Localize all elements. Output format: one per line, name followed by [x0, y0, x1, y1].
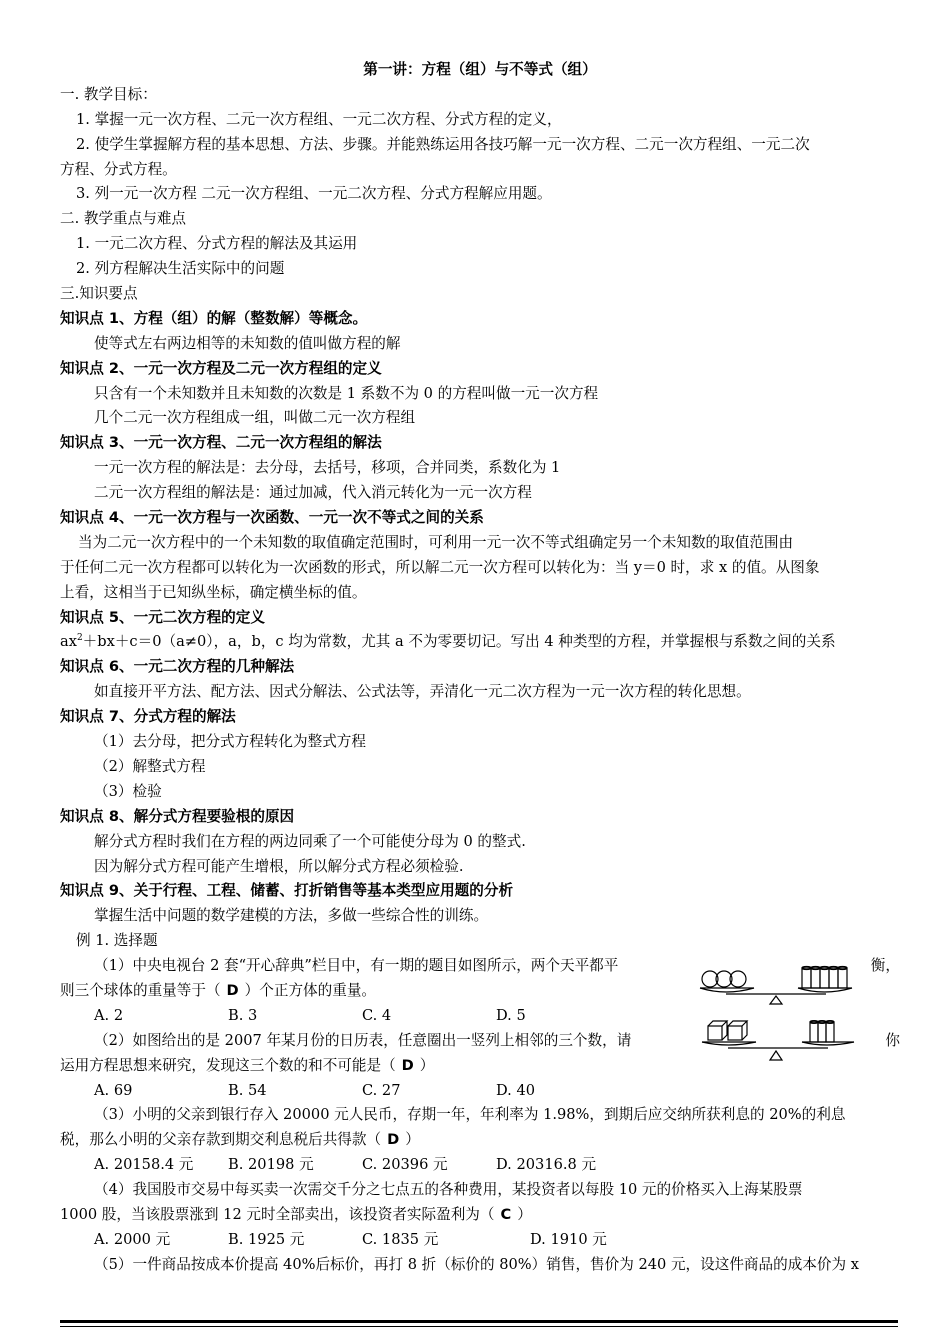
q4-options [60, 1228, 900, 1253]
footer-rule-thick [60, 1320, 898, 1323]
kp4-heading: 知识点 4、一元一次方程与一次函数、一元一次不等式之间的关系 [60, 509, 484, 527]
focus-item-2: 2. 列方程解决生活实际中的问题 [76, 260, 285, 278]
q4-option-c: C. 1835 元 [362, 1230, 439, 1248]
kp5-eq-a: ax [60, 633, 77, 651]
q1-option-d: D. 5 [496, 1006, 526, 1024]
q2-stem-b2: ） [419, 1056, 435, 1074]
goal-item-2: 2. 使学生掌握解方程的基本思想、方法、步骤。并能熟练运用各技巧解一元一次方程、二元一次方程组、一元二次 [76, 135, 810, 153]
q2-stem-b1: 运用方程思想来研究，发现这三个数的和不可能是（ [60, 1056, 396, 1074]
q3-stem-line-1: （3）小明的父亲到银行存入 20000 元人民币，存期一年，年利率为 1.98%，到期后应交纳所获利息的 20%的利息 [94, 1106, 846, 1124]
kp7-step-3: （3）检验 [94, 782, 162, 800]
section-heading-knowledge: 三.知识要点 [60, 285, 138, 303]
kp5-heading: 知识点 5、一元二次方程的定义 [60, 608, 265, 626]
page-title: 第一讲：方程（组）与不等式（组） [363, 61, 597, 78]
goal-item-2-cont: 方程、分式方程。 [60, 160, 177, 178]
kp7-step-1: （1）去分母，把分式方程转化为整式方程 [94, 733, 366, 751]
example-heading: 例 1. 选择题 [76, 932, 158, 950]
q3-answer: D [387, 1131, 400, 1149]
q1-option-c: C. 4 [362, 1006, 392, 1024]
q2-option-c: C. 27 [362, 1081, 401, 1099]
q3-option-b: B. 20198 元 [228, 1156, 314, 1174]
kp7-step-2: （2）解整式方程 [94, 757, 206, 775]
kp8-line-2: 因为解分式方程可能产生增根，所以解分式方程必须检验. [94, 857, 464, 875]
kp5-eq-b: ＋bx＋c＝0（a≠0），a，b，c 均为常数，尤其 a 不为零要切记。写出 4 种类型的方程，并掌握根与系数之间的关系 [82, 633, 836, 651]
kp4-line-3: 上看，这相当于已知纵坐标，确定横坐标的值。 [60, 583, 367, 601]
q4-option-b: B. 1925 元 [228, 1230, 305, 1248]
q3-option-d: D. 20316.8 元 [496, 1156, 597, 1174]
q4-stem-line-1: （4）我国股市交易中每买卖一次需交千分之七点五的各种费用，某投资者以每股 10 元的价格买入上海某股票 [94, 1181, 803, 1199]
kp3-heading: 知识点 3、一元一次方程、二元一次方程组的解法 [60, 434, 382, 452]
kp6-text: 如直接开平方法、配方法、因式分解法、公式法等，弄清化一元二次方程为一元一次方程的转化思想。 [94, 683, 751, 701]
q3-options [60, 1153, 900, 1178]
kp3-line-1: 一元一次方程的解法是：去分母，去括号，移项，合并同类，系数化为 1 [94, 459, 561, 477]
q4-stem-b2: ） [517, 1205, 532, 1223]
q1-stem-b2: ）个正方体的重量。 [244, 981, 377, 999]
section-heading-goals: 一. 教学目标： [60, 85, 157, 103]
kp9-text: 掌握生活中问题的数学建模的方法，多做一些综合性的训练。 [94, 907, 489, 925]
q2-options [60, 1079, 900, 1104]
kp4-line-2: 于任何二元一次方程都可以转化为一次函数的形式，所以解二元一次方程可以转化为：当 y＝0 时，求 x 的值。从图象 [60, 558, 820, 576]
q4-option-d: D. 1910 元 [530, 1230, 607, 1248]
q1-stem-tail: 衡， [870, 957, 900, 975]
kp3-line-2: 二元一次方程组的解法是：通过加减，代入消元转化为一元一次方程 [94, 484, 532, 502]
balance-scale-figure-1 [698, 960, 876, 1012]
q4-option-a: A. 2000 元 [94, 1230, 171, 1248]
q2-stem-tail: 你 [885, 1031, 900, 1049]
q1-option-b: B. 3 [228, 1006, 258, 1024]
q1-stem-b1: 则三个球体的重量等于（ [60, 981, 221, 999]
footer-rule-thin [60, 1326, 898, 1327]
q2-answer: D [401, 1056, 414, 1074]
kp1-heading: 知识点 1、方程（组）的解（整数解）等概念。 [60, 309, 368, 327]
q1-stem-a: （1）中央电视台 2 套“开心辞典”栏目中，有一期的题目如图所示，两个天平都平 [94, 957, 619, 975]
q3-option-c: C. 20396 元 [362, 1156, 448, 1174]
kp8-heading: 知识点 8、解分式方程要验根的原因 [60, 807, 295, 825]
q2-option-a: A. 69 [94, 1081, 133, 1099]
goal-item-3: 3. 列一元一次方程 二元一次方程组、一元二次方程、分式方程解应用题。 [76, 185, 552, 203]
focus-item-1: 1. 一元二次方程、分式方程的解法及其运用 [76, 235, 358, 253]
kp7-heading: 知识点 7、分式方程的解法 [60, 708, 236, 726]
q4-stem-line-2 [60, 1203, 900, 1228]
q2-option-b: B. 54 [228, 1081, 267, 1099]
q4-stem-b1: 1000 股，当该股票涨到 12 元时全部卖出，该投资者实际盈利为（ [60, 1205, 495, 1223]
kp9-heading: 知识点 9、关于行程、工程、储蓄、打折销售等基本类型应用题的分析 [60, 882, 514, 900]
q1-option-a: A. 2 [94, 1006, 124, 1024]
kp2-line-2: 几个二元一次方程组成一组，叫做二元一次方程组 [94, 409, 416, 427]
kp5-equation [60, 630, 900, 655]
kp2-line-1: 只含有一个未知数并且未知数的次数是 1 系数不为 0 的方程叫做一元一次方程 [94, 384, 599, 402]
kp2-heading: 知识点 2、一元一次方程及二元一次方程组的定义 [60, 359, 382, 377]
q2-stem-a: （2）如图给出的是 2007 年某月份的日历表，任意圈出一竖列上相邻的三个数，请 [94, 1031, 632, 1049]
balance-scale-figure-2 [698, 1018, 876, 1066]
q5-stem-line-1: （5）一件商品按成本价提高 40%后标价，再打 8 折（标价的 80%）销售，售价为 240 元，设这件商品的成本价为 x [94, 1255, 859, 1273]
q3-stem-line-2 [60, 1128, 900, 1153]
q3-stem-b2: ） [405, 1131, 420, 1149]
q3-stem-b1: 税，那么小明的父亲存款到期交利息税后共得款（ [60, 1131, 382, 1149]
q4-answer: C [500, 1205, 512, 1223]
kp4-line-1: 当为二元一次方程中的一个未知数的取值确定范围时，可利用一元一次不等式组确定另一个未知数的取值范围由 [78, 533, 794, 551]
kp5-eq-sup: 2 [76, 633, 83, 644]
document-page [60, 58, 900, 1278]
goal-item-1: 1. 掌握一元一次方程、二元一次方程组、一元二次方程、分式方程的定义， [76, 110, 562, 128]
q1-answer: D [226, 981, 239, 999]
kp8-line-1: 解分式方程时我们在方程的两边同乘了一个可能使分母为 0 的整式. [94, 832, 526, 850]
kp1-text: 使等式左右两边相等的未知数的值叫做方程的解 [94, 334, 401, 352]
section-heading-focus: 二. 教学重点与难点 [60, 210, 187, 228]
kp6-heading: 知识点 6、一元二次方程的几种解法 [60, 658, 295, 676]
q3-option-a: A. 20158.4 元 [94, 1156, 194, 1174]
q2-option-d: D. 40 [496, 1081, 536, 1099]
